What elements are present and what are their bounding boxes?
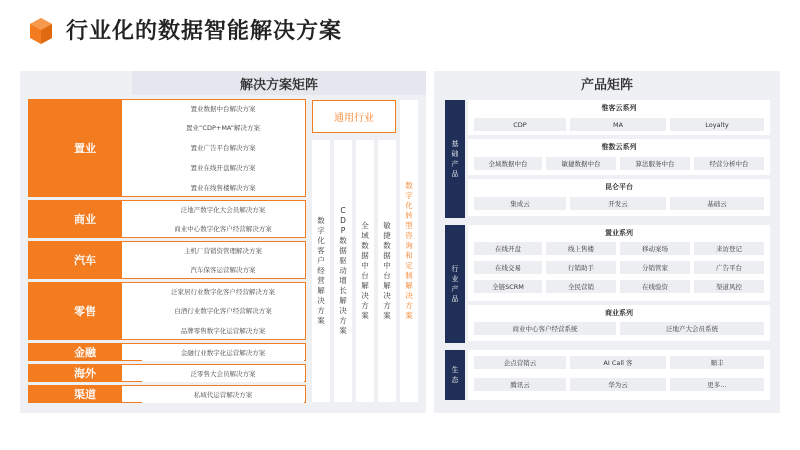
partner-chip: 顺丰 [670,356,764,369]
industry-jinrong: 金融 [28,343,142,361]
product-chip: 移动案场 [620,242,690,255]
series-weishuyun [468,139,770,175]
solution-item: 白酒行业数字化客户经营解决方案 [142,302,304,319]
group-label-basic: 基 础 产 品 [445,100,465,218]
partner-chip: 企点营销云 [474,356,566,369]
partner-chip: AI Call 客 [570,356,666,369]
series-zhiye [468,225,770,301]
series-title: 惟客云系列 [601,104,637,112]
product-chip: 泛地产大会员系统 [620,322,764,335]
product-chip: 来访登记 [694,242,764,255]
series-title: 商业系列 [605,309,633,317]
solution-item: 置业“CDP+MA”解决方案 [142,119,304,136]
series-shangye [468,305,770,341]
solution-item: 置业广告平台解决方案 [142,139,304,156]
product-chip: 开发云 [570,197,666,210]
product-matrix-title: 产品矩阵 [580,77,633,93]
product-chip: 全民营销 [546,280,616,293]
consulting-solution-column: 数 字 化 转 型 咨 询 和 定 制 解 决 方 案 [400,100,418,402]
series-kunlun [468,179,770,216]
product-chip: 商业中心客户经营系统 [474,322,616,335]
solution-item: 汽车保客运营解决方案 [142,261,304,278]
industry-zhiye: 置业 [28,99,142,197]
product-chip: 敏捷数据中台 [546,157,616,170]
solution-item: 置业在线开盘解决方案 [142,159,304,176]
general-solution-column: 全 域 数 据 中 台 解 决 方 案 [356,140,374,402]
general-solution-column: C D P 数 据 驱 动 增 长 解 决 方 案 [334,140,352,402]
industry-qiche: 汽车 [28,241,142,279]
product-chip: 在线交易 [474,261,542,274]
product-chip: 线上售楼 [546,242,616,255]
product-chip: 行销助手 [546,261,616,274]
product-chip: 全链SCRM [474,280,542,293]
product-chip: 全域数据中台 [474,157,542,170]
product-chip: 广告平台 [694,261,764,274]
solution-item: 泛地产数字化大会员解决方案 [142,201,304,218]
series-title: 惟数云系列 [601,143,637,151]
series-weikeyun [468,100,770,135]
solution-matrix-title: 解决方案矩阵 [132,71,426,95]
solution-item: 泛家居行业数字化客户经营解决方案 [142,283,304,300]
general-solution-column: 敏 捷 数 据 中 台 解 决 方 案 [378,140,396,402]
solution-item: 置业在线售楼解决方案 [142,179,304,196]
product-chip: 分销管家 [620,261,690,274]
product-chip: CDP [474,118,566,131]
group-label-eco: 生 态 [445,350,465,400]
product-chip: 经营分析中台 [694,157,764,170]
partner-chip: 华为云 [570,378,666,391]
solution-item: 泛零售大会员解决方案 [142,365,304,382]
series-title: 昆仑平台 [605,183,633,191]
solution-item: 商业中心数字化客户经营解决方案 [142,220,304,237]
industry-lingshou: 零售 [28,282,142,340]
product-chip: 在线开盘 [474,242,542,255]
partner-chip: 腾讯云 [474,378,566,391]
product-chip: 渠道风控 [694,280,764,293]
group-label-industry: 行 业 产 品 [445,225,465,343]
industry-haiwai: 海外 [28,364,142,382]
solution-item: 置业数据中台解决方案 [142,100,304,117]
product-chip: 集成云 [474,197,566,210]
general-industry-label: 通用行业 [312,100,396,133]
product-chip: MA [570,118,666,131]
solution-item: 品牌零售数字化运营解决方案 [142,322,304,339]
partner-chip: 更多… [670,378,764,391]
general-solution-column: 数 字 化 客 户 经 营 解 决 方 案 [312,140,330,402]
product-chip: 基础云 [670,197,764,210]
product-chip: 算法服务中台 [620,157,690,170]
solution-item: 主机厂营销资管理解决方案 [142,242,304,259]
eco-partners [468,350,770,400]
product-chip: Loyalty [670,118,764,131]
page-title: 行业化的数据智能解决方案 [66,19,343,44]
solution-item: 私域代运营解决方案 [142,386,304,403]
series-title: 置业系列 [605,229,633,237]
product-chip: 在线验资 [620,280,690,293]
industry-shangye: 商业 [28,200,142,238]
brand-cube-icon [30,18,52,44]
solution-item: 金融行业数字化运营解决方案 [142,344,304,361]
industry-qudao: 渠道 [28,385,142,403]
